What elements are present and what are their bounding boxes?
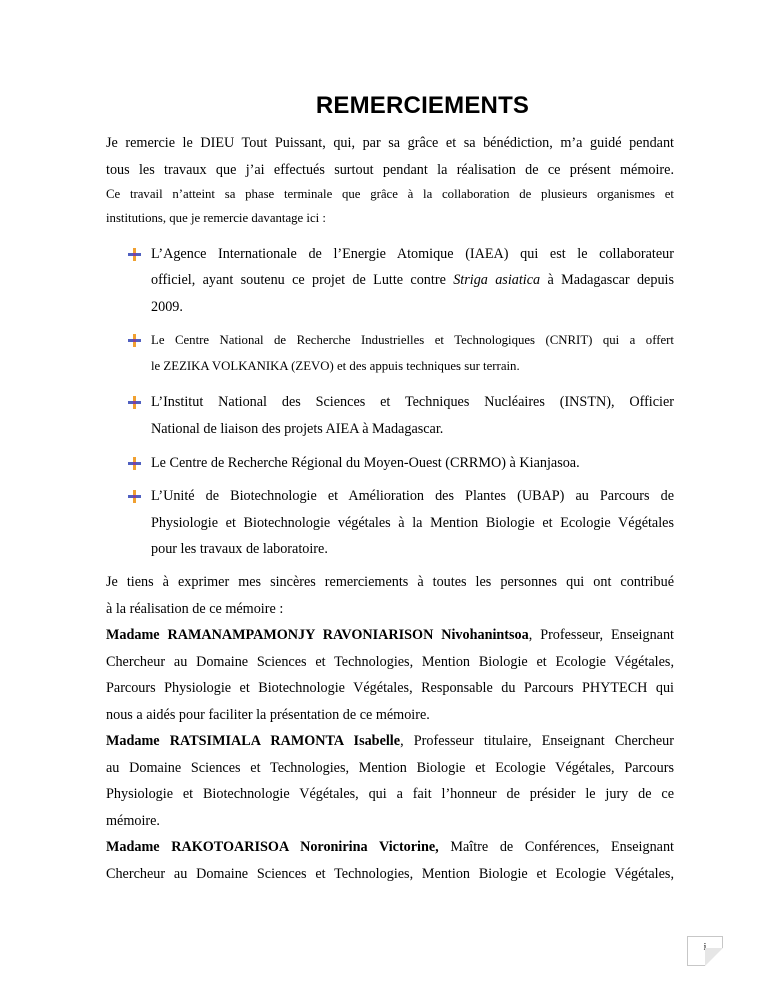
bullet-ubap-line-2: Physiologie et Biotechnologie végétales à la Mention Biologie et Ecologie Végétales xyxy=(151,515,674,531)
intro-line-3: Ce travail n’atteint sa phase terminale que grâce à la collaboration de plusieurs organismes et xyxy=(106,187,674,201)
person3-line-2: Chercheur au Domaine Sciences et Technologies, Mention Biologie et Ecologie Végétales, xyxy=(106,866,674,882)
bullet-cnrit-line-1: Le Centre National de Recherche Industrielles et Technologiques (CNRIT) qui a offert xyxy=(151,333,674,347)
person2-title: , Professeur titulaire, Enseignant Chercheur xyxy=(400,733,674,749)
bullet-icon xyxy=(128,248,141,261)
bullet-iaea-line-1: L’Agence Internationale de l’Energie Atomique (IAEA) qui est le collaborateur xyxy=(151,246,674,262)
person1-title: , Professeur, Enseignant xyxy=(528,627,674,643)
bullet-instn-line-1: L’Institut National des Sciences et Techniques Nucléaires (INSTN), Officier xyxy=(151,394,674,410)
intro-line-1: Je remercie le DIEU Tout Puissant, qui, par sa grâce et sa bénédiction, m’a guidé pendant xyxy=(106,135,674,151)
bullet-ubap-line-3: pour les travaux de laboratoire. xyxy=(151,541,328,557)
intro-line-4: institutions, que je remercie davantage ici : xyxy=(106,211,326,225)
thanks-line-2: à la réalisation de ce mémoire : xyxy=(106,601,284,617)
bullet-ubap-line-1: L’Unité de Biotechnologie et Amélioration des Plantes (UBAP) au Parcours de xyxy=(151,488,674,504)
person2-line-3: Physiologie et Biotechnologie Végétales, qui a fait l’honneur de présider le jury de ce xyxy=(106,786,674,802)
bullet-iaea-text: officiel, ayant soutenu ce projet de Lutte contre xyxy=(151,272,454,288)
intro-line-2: tous les travaux que j’ai effectués surtout pendant la réalisation de ce présent mémoire. xyxy=(106,162,674,178)
bullet-iaea-line-2 xyxy=(151,267,674,294)
person3-line-1 xyxy=(106,834,674,861)
bullet-icon xyxy=(128,490,141,503)
thanks-line-1: Je tiens à exprimer mes sincères remerciements à toutes les personnes qui ont contribué xyxy=(106,574,674,590)
bullet-iaea-text-end: à Madagascar depuis xyxy=(540,272,674,288)
page-title: REMERCIEMENTS xyxy=(315,92,530,119)
bullet-instn-line-2: National de liaison des projets AIEA à Madagascar. xyxy=(151,421,444,437)
person1-line-4: nous a aidés pour faciliter la présentation de ce mémoire. xyxy=(106,707,430,723)
person2-line-4: mémoire. xyxy=(106,813,160,829)
page-curl-icon xyxy=(705,948,723,966)
page-number: i xyxy=(703,942,707,953)
person1-name: Madame RAMANAMPAMONJY RAVONIARISON Nivohanintsoa xyxy=(106,627,529,643)
person2-line-2: au Domaine Sciences et Technologies, Mention Biologie et Ecologie Végétales, Parcours xyxy=(106,760,674,776)
person2-line-1 xyxy=(106,728,674,755)
bullet-icon xyxy=(128,334,141,347)
bullet-icon xyxy=(128,396,141,409)
bullet-crrmo-line-1: Le Centre de Recherche Régional du Moyen-Ouest (CRRMO) à Kianjasoa. xyxy=(151,455,580,471)
bullet-icon xyxy=(128,457,141,470)
person1-line-2: Chercheur au Domaine Sciences et Technologies, Mention Biologie et Ecologie Végétales, xyxy=(106,654,674,670)
species-name: Striga asiatica xyxy=(453,272,541,288)
bullet-cnrit-line-2: le ZEZIKA VOLKANIKA (ZEVO) et des appuis techniques sur terrain. xyxy=(151,359,520,373)
person3-name: Madame RAKOTOARISOA Noronirina Victorine, xyxy=(106,839,439,855)
person1-line-1 xyxy=(106,622,674,649)
person1-line-3: Parcours Physiologie et Biotechnologie Végétales, Responsable du Parcours PHYTECH qui xyxy=(106,680,674,696)
bullet-iaea-line-3: 2009. xyxy=(151,299,183,315)
page-number-box xyxy=(687,936,723,966)
person2-name: Madame RATSIMIALA RAMONTA Isabelle xyxy=(106,733,401,749)
person3-title: Maître de Conférences, Enseignant xyxy=(438,839,674,855)
